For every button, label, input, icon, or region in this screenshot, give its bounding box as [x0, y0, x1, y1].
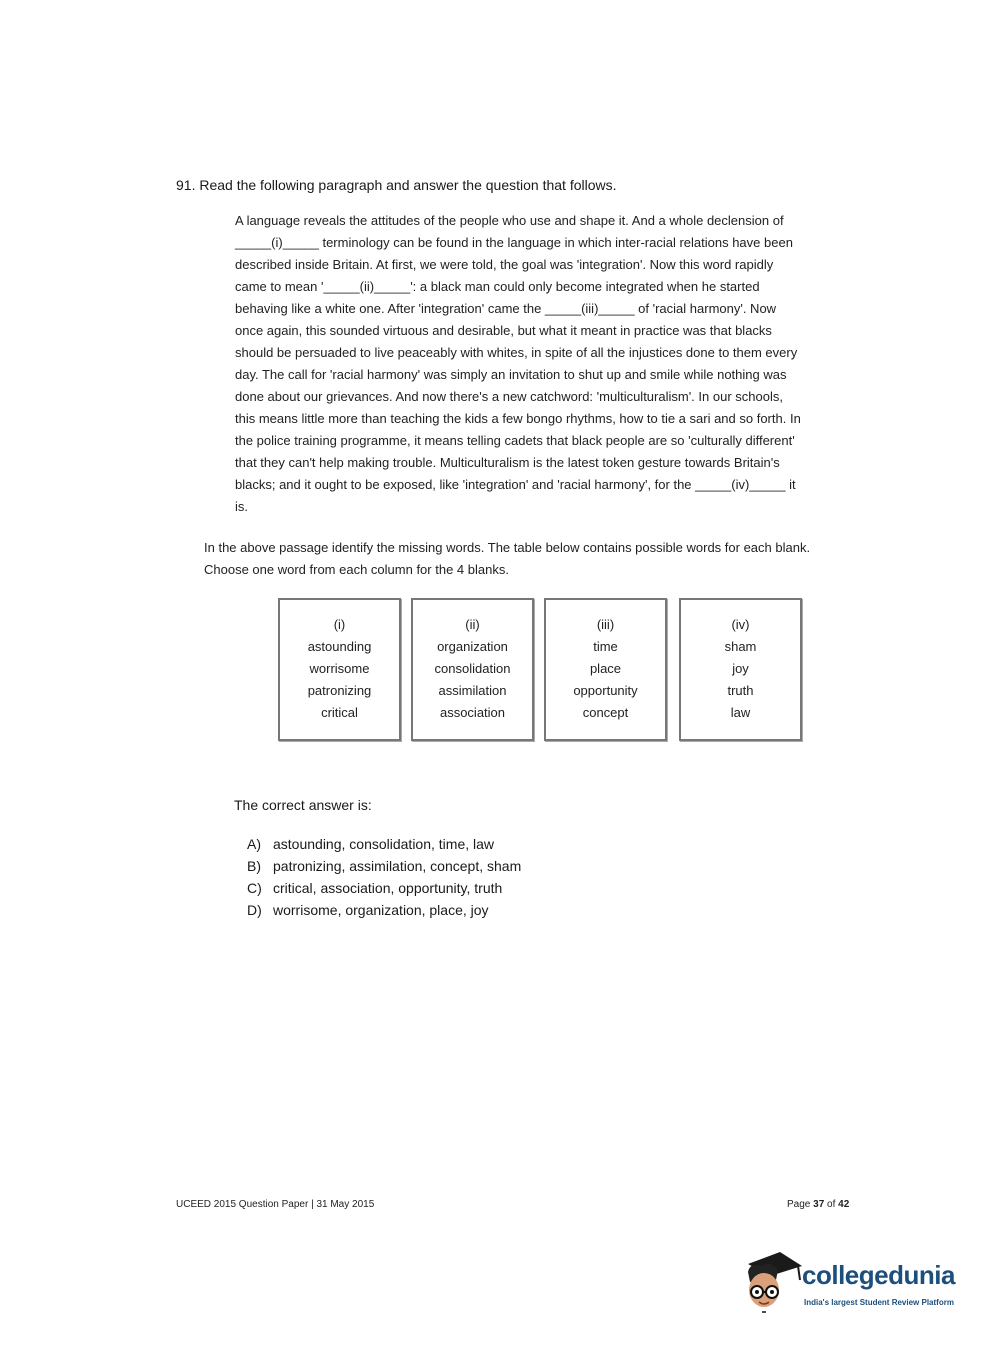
- answer-prompt: The correct answer is:: [234, 797, 372, 813]
- column-word: critical: [321, 705, 358, 720]
- option-letter: D): [247, 902, 262, 918]
- option-text: patronizing, assimilation, concept, sham: [273, 858, 522, 874]
- option-b[interactable]: [247, 855, 521, 877]
- page-of: of: [827, 1199, 836, 1210]
- instruction-line: Choose one word from each column for the 4 blanks.: [204, 562, 509, 577]
- footer-paper-title: UCEED 2015 Question Paper | 31 May 2015: [176, 1199, 375, 1210]
- column-word: association: [439, 705, 506, 720]
- option-letter: C): [247, 880, 262, 896]
- mascot-icon: [740, 1246, 804, 1318]
- passage-line: _____(i)_____ terminology can be found in the language in which inter-racial relations have been: [235, 235, 793, 250]
- instruction-line: In the above passage identify the missing words. The table below contains possible words for each blank.: [204, 540, 811, 555]
- collegedunia-logo[interactable]: [740, 1246, 980, 1318]
- passage-line: day. The call for 'racial harmony' was simply an invitation to shut up and smile while nothing was: [235, 367, 787, 382]
- passage-line: is.: [235, 499, 248, 514]
- passage-line: blacks; and it ought to be exposed, like 'integration' and 'racial harmony', for the _____(iv)_____ it: [235, 477, 796, 492]
- column-header: (iii): [596, 617, 615, 632]
- option-d[interactable]: [247, 899, 521, 921]
- option-c[interactable]: [247, 877, 521, 899]
- passage-line: that they can't help making trouble. Multiculturalism is the latest token gesture towards Britain's: [235, 455, 780, 470]
- column-word: worrisome: [309, 661, 370, 676]
- passage-line: should be persuaded to live peaceably with whites, in spite of all the injustices done to them every: [235, 345, 798, 360]
- column-header: (ii): [465, 617, 480, 632]
- passage-line: came to mean '_____(ii)_____': a black man could only become integrated when he started: [235, 279, 760, 294]
- option-text: astounding, consolidation, time, law: [273, 836, 495, 852]
- column-word: patronizing: [307, 683, 372, 698]
- word-column-i: [278, 598, 401, 741]
- passage-line: described inside Britain. At first, we were told, the goal was 'integration'. Now this word rapidly: [235, 257, 774, 272]
- passage-line: done about our grievances. And now there's a new catchword: 'multiculturalism'. In our schools,: [235, 389, 783, 404]
- column-word: concept: [582, 705, 629, 720]
- passage-line: behaving like a white one. After 'integration' came the _____(iii)_____ of 'racial harmony'. Now: [235, 301, 777, 316]
- passage-line: once again, this sounded virtuous and desirable, but what it meant in practice was that blacks: [235, 323, 772, 338]
- option-text: worrisome, organization, place, joy: [273, 902, 489, 918]
- column-word: consolidation: [434, 661, 511, 676]
- passage-line: A language reveals the attitudes of the people who use and shape it. And a whole declension of: [235, 213, 784, 228]
- column-word: truth: [727, 683, 754, 698]
- instructions: [204, 537, 904, 581]
- column-header: (iv): [731, 617, 750, 632]
- word-column-iv: [679, 598, 802, 741]
- passage-line: this means little more than teaching the kids a few bongo rhythms, how to tie a sari and so forth. In: [235, 411, 801, 426]
- word-column-iii: [544, 598, 667, 741]
- page-label: Page: [787, 1199, 811, 1210]
- column-word: sham: [724, 639, 757, 654]
- column-word: astounding: [307, 639, 372, 654]
- option-a[interactable]: [247, 833, 521, 855]
- answer-options: [247, 833, 521, 921]
- option-text: critical, association, opportunity, truth: [273, 880, 503, 896]
- passage-line: the police training programme, it means telling cadets that black people are so 'culturally different': [235, 433, 795, 448]
- page-current: 37: [813, 1199, 825, 1210]
- column-header: (i): [333, 617, 346, 632]
- option-letter: B): [247, 858, 261, 874]
- column-word: law: [730, 705, 751, 720]
- column-word: assimilation: [438, 683, 507, 698]
- passage: [235, 210, 885, 518]
- option-letter: A): [247, 836, 261, 852]
- column-word: place: [589, 661, 622, 676]
- logo-wordmark: collegedunia: [802, 1260, 955, 1290]
- logo-tagline: India's largest Student Review Platform: [804, 1298, 954, 1307]
- column-word: organization: [437, 639, 508, 654]
- question-title: 91. Read the following paragraph and answer the question that follows.: [176, 177, 617, 193]
- word-column-ii: [411, 598, 534, 741]
- column-word: opportunity: [573, 683, 638, 698]
- footer-page-number: [787, 1199, 849, 1210]
- page-total: 42: [838, 1199, 850, 1210]
- column-word: joy: [732, 661, 749, 676]
- column-word: time: [593, 639, 618, 654]
